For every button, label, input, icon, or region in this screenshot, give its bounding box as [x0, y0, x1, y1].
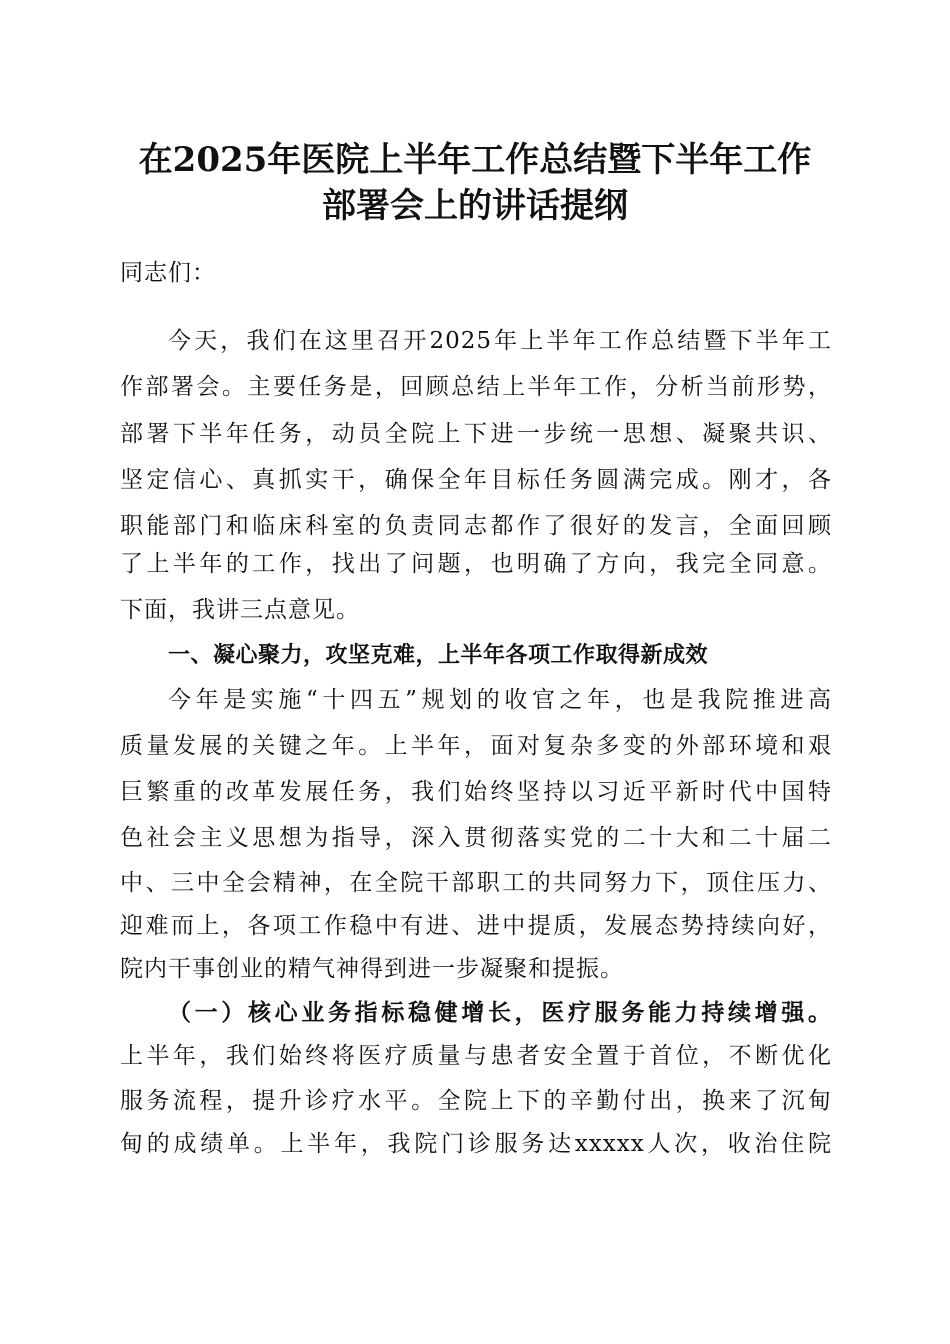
paragraph-2-line: 质量发展的关键之年。上半年，面对复杂多变的外部环境和艰	[120, 733, 832, 759]
paragraph-1-line: 了上半年的工作，找出了问题，也明确了方向，我完全同意。	[120, 551, 832, 577]
subsection-1-heading: （一）核心业务指标稳健增长，医疗服务能力持续增强。	[168, 999, 832, 1026]
paragraph-1-line: 职能部门和临床科室的负责同志都作了很好的发言，全面回顾	[120, 513, 832, 539]
paragraph-2-line: 中、三中全会精神，在全院干部职工的共同努力下，顶住压力、	[120, 870, 832, 896]
paragraph-1-line: 作部署会。主要任务是，回顾总结上半年工作，分析当前形势，	[120, 374, 832, 400]
paragraph-3-line: 服务流程，提升诊疗水平。全院上下的辛勤付出，换来了沉甸	[120, 1088, 832, 1114]
paragraph-1-line: 坚定信心、真抓实干，确保全年目标任务圆满完成。刚才，各	[120, 467, 832, 493]
paragraph-3-line: 甸的成绩单。上半年，我院门诊服务达xxxxx人次，收治住院	[120, 1131, 832, 1157]
paragraph-2-line: 迎难而上，各项工作稳中有进、进中提质，发展态势持续向好，	[120, 913, 832, 939]
paragraph-2-line: 巨繁重的改革发展任务，我们始终坚持以习近平新时代中国特	[120, 779, 832, 805]
paragraph-1-line: 今天，我们在这里召开2025年上半年工作总结暨下半年工	[168, 328, 832, 354]
document-title-line-2: 部署会上的讲话提纲	[322, 186, 628, 226]
paragraph-1-line: 下面，我讲三点意见。	[120, 597, 360, 623]
document-title-line-1: 在2025年医院上半年工作总结暨下半年工作	[138, 140, 812, 180]
section-1-heading: 一、凝心聚力，攻坚克难，上半年各项工作取得新成效	[168, 643, 709, 668]
salutation: 同志们：	[120, 260, 216, 286]
paragraph-1-line: 部署下半年任务，动员全院上下进一步统一思想、凝聚共识、	[120, 421, 832, 447]
paragraph-2-line: 今年是实施“十四五”规划的收官之年，也是我院推进高	[168, 687, 832, 713]
paragraph-3-line: 上半年，我们始终将医疗质量与患者安全置于首位，不断优化	[120, 1043, 832, 1069]
paragraph-2-line: 院内干事创业的精气神得到进一步凝聚和提振。	[120, 956, 624, 982]
paragraph-2-line: 色社会主义思想为指导，深入贯彻落实党的二十大和二十届二	[120, 825, 832, 851]
